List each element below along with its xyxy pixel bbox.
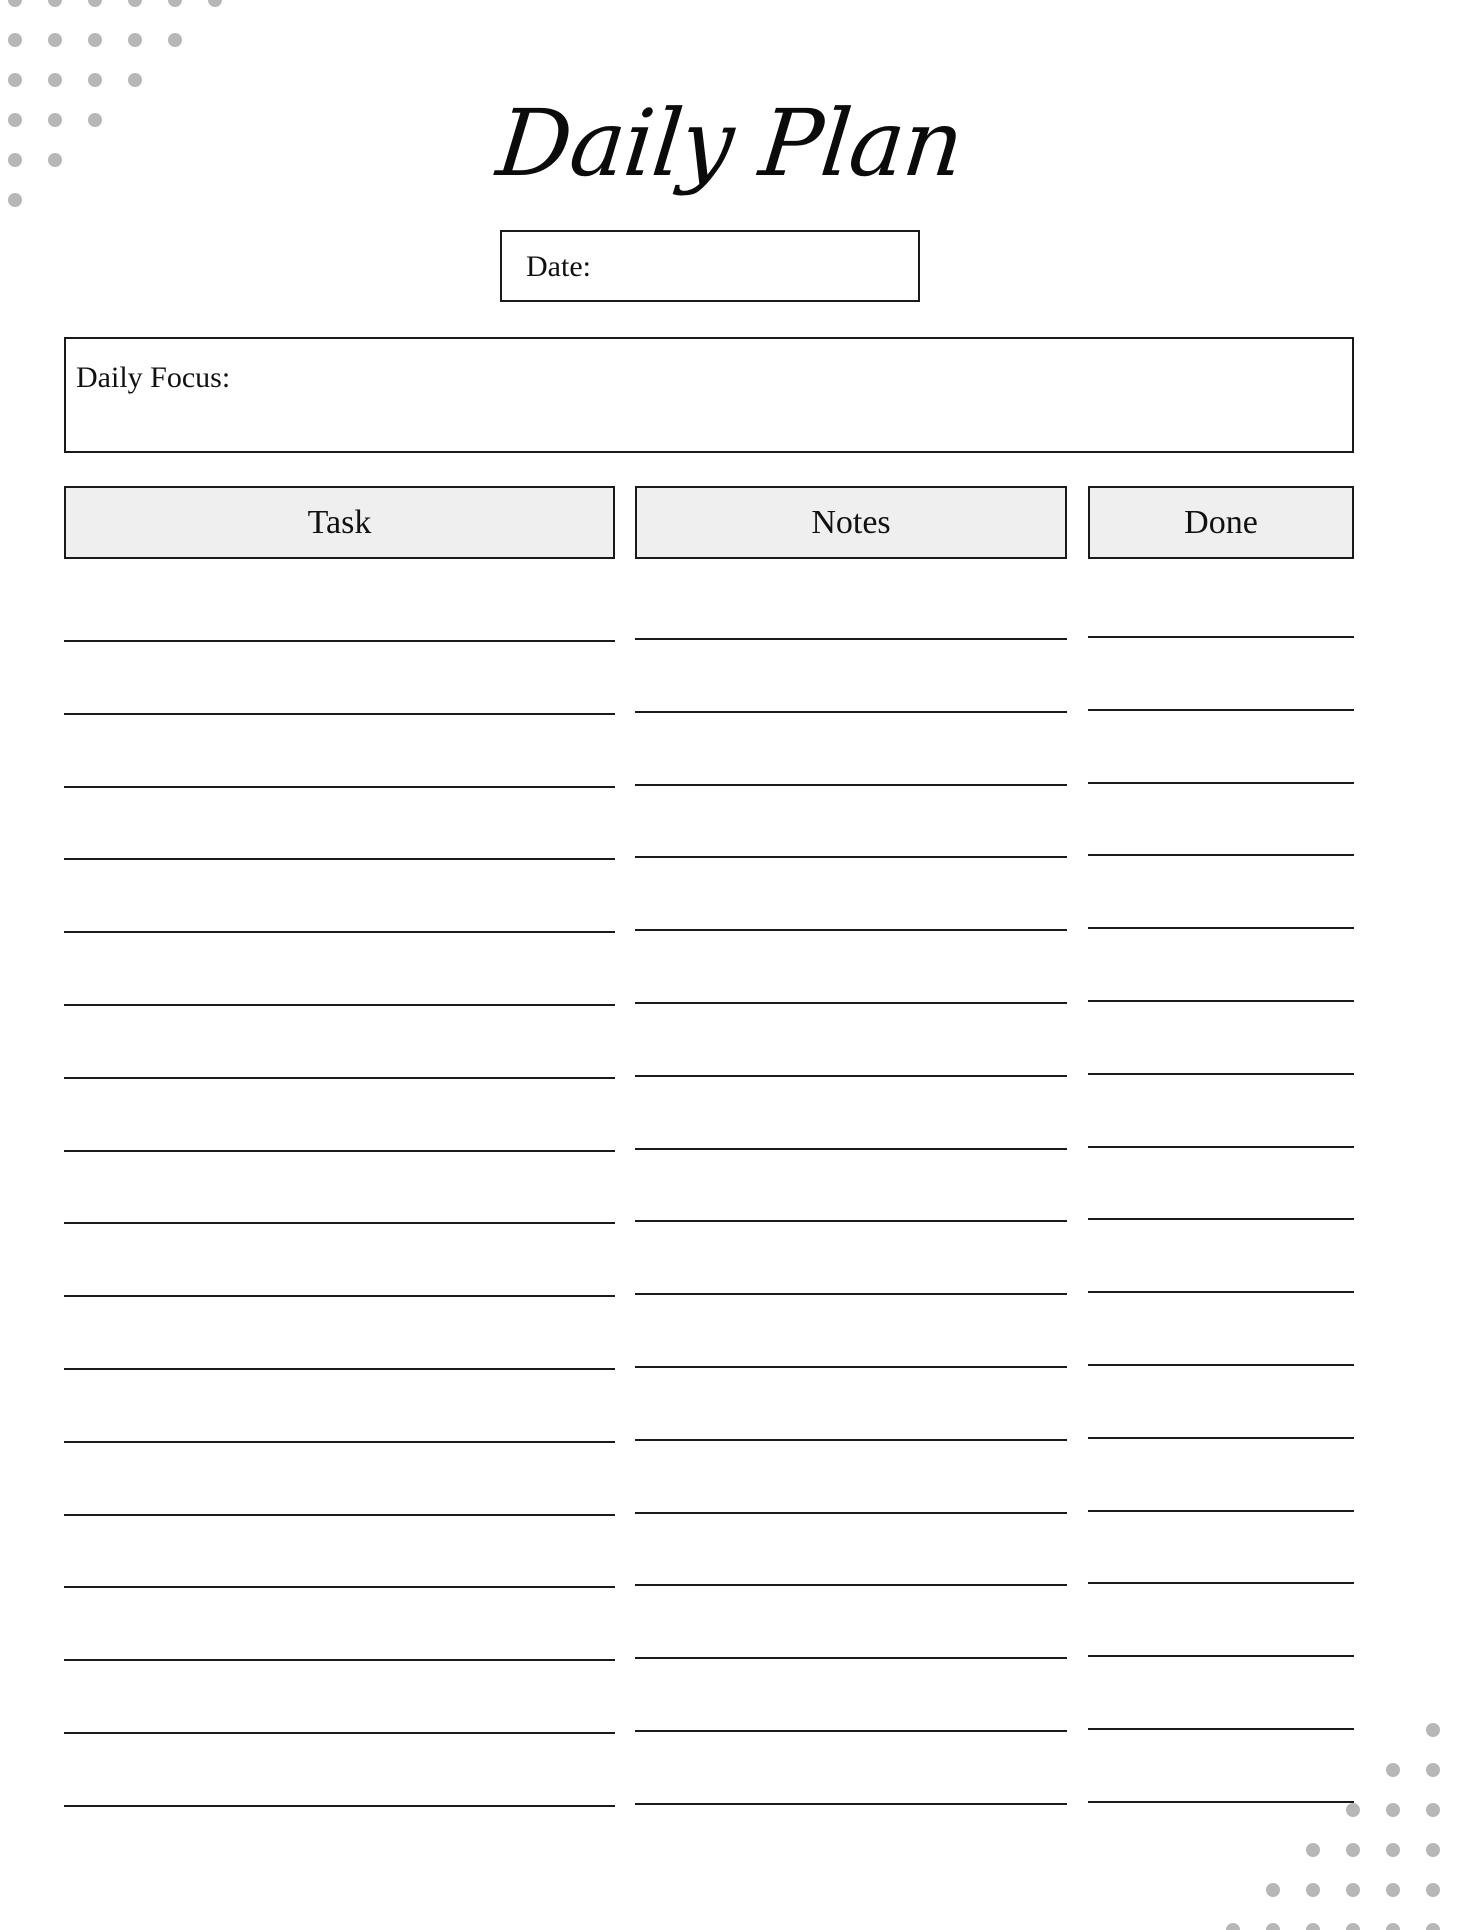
- writing-line[interactable]: [635, 1002, 1067, 1004]
- writing-line[interactable]: [635, 1512, 1067, 1514]
- writing-line[interactable]: [64, 1659, 615, 1661]
- writing-line[interactable]: [635, 856, 1067, 858]
- writing-line[interactable]: [64, 931, 615, 933]
- writing-line[interactable]: [1088, 1510, 1354, 1512]
- writing-line[interactable]: [64, 1732, 615, 1734]
- writing-line[interactable]: [64, 858, 615, 860]
- writing-line[interactable]: [64, 786, 615, 788]
- writing-line[interactable]: [1088, 1437, 1354, 1439]
- writing-line[interactable]: [64, 1222, 615, 1224]
- writing-line[interactable]: [1088, 636, 1354, 638]
- writing-line[interactable]: [64, 640, 615, 642]
- page-title: Daily Plan: [492, 90, 968, 197]
- writing-line[interactable]: [1088, 1291, 1354, 1293]
- writing-line[interactable]: [64, 1441, 615, 1443]
- writing-line[interactable]: [635, 638, 1067, 640]
- writing-line[interactable]: [64, 1077, 615, 1079]
- writing-line[interactable]: [1088, 927, 1354, 929]
- writing-line[interactable]: [64, 1368, 615, 1370]
- writing-line[interactable]: [1088, 1801, 1354, 1803]
- writing-line[interactable]: [1088, 709, 1354, 711]
- writing-line[interactable]: [635, 1293, 1067, 1295]
- writing-line[interactable]: [635, 711, 1067, 713]
- writing-line[interactable]: [1088, 1000, 1354, 1002]
- writing-line[interactable]: [64, 1295, 615, 1297]
- writing-line[interactable]: [635, 929, 1067, 931]
- writing-line[interactable]: [64, 1004, 615, 1006]
- writing-line[interactable]: [64, 713, 615, 715]
- writing-line[interactable]: [1088, 1364, 1354, 1366]
- writing-line[interactable]: [635, 1584, 1067, 1586]
- date-label: Date:: [526, 250, 591, 283]
- writing-line[interactable]: [635, 1439, 1067, 1441]
- writing-line[interactable]: [635, 1075, 1067, 1077]
- writing-line[interactable]: [64, 1150, 615, 1152]
- writing-line[interactable]: [1088, 1728, 1354, 1730]
- writing-line[interactable]: [635, 784, 1067, 786]
- writing-line[interactable]: [1088, 1582, 1354, 1584]
- writing-line[interactable]: [635, 1148, 1067, 1150]
- notes-column-header: Notes: [635, 486, 1067, 559]
- writing-line[interactable]: [635, 1730, 1067, 1732]
- writing-line[interactable]: [1088, 1655, 1354, 1657]
- writing-line[interactable]: [64, 1586, 615, 1588]
- task-column-header: Task: [64, 486, 615, 559]
- writing-line[interactable]: [1088, 854, 1354, 856]
- date-field[interactable]: [500, 230, 920, 302]
- writing-line[interactable]: [635, 1366, 1067, 1368]
- daily-focus-label: Daily Focus:: [76, 361, 231, 394]
- writing-line[interactable]: [635, 1220, 1067, 1222]
- writing-line[interactable]: [1088, 1218, 1354, 1220]
- writing-line[interactable]: [635, 1803, 1067, 1805]
- done-column-header: Done: [1088, 486, 1354, 559]
- writing-line[interactable]: [1088, 1073, 1354, 1075]
- writing-line[interactable]: [64, 1514, 615, 1516]
- daily-focus-field[interactable]: [64, 337, 1354, 453]
- writing-line[interactable]: [1088, 1146, 1354, 1148]
- writing-line[interactable]: [1088, 782, 1354, 784]
- writing-line[interactable]: [64, 1805, 615, 1807]
- writing-line[interactable]: [635, 1657, 1067, 1659]
